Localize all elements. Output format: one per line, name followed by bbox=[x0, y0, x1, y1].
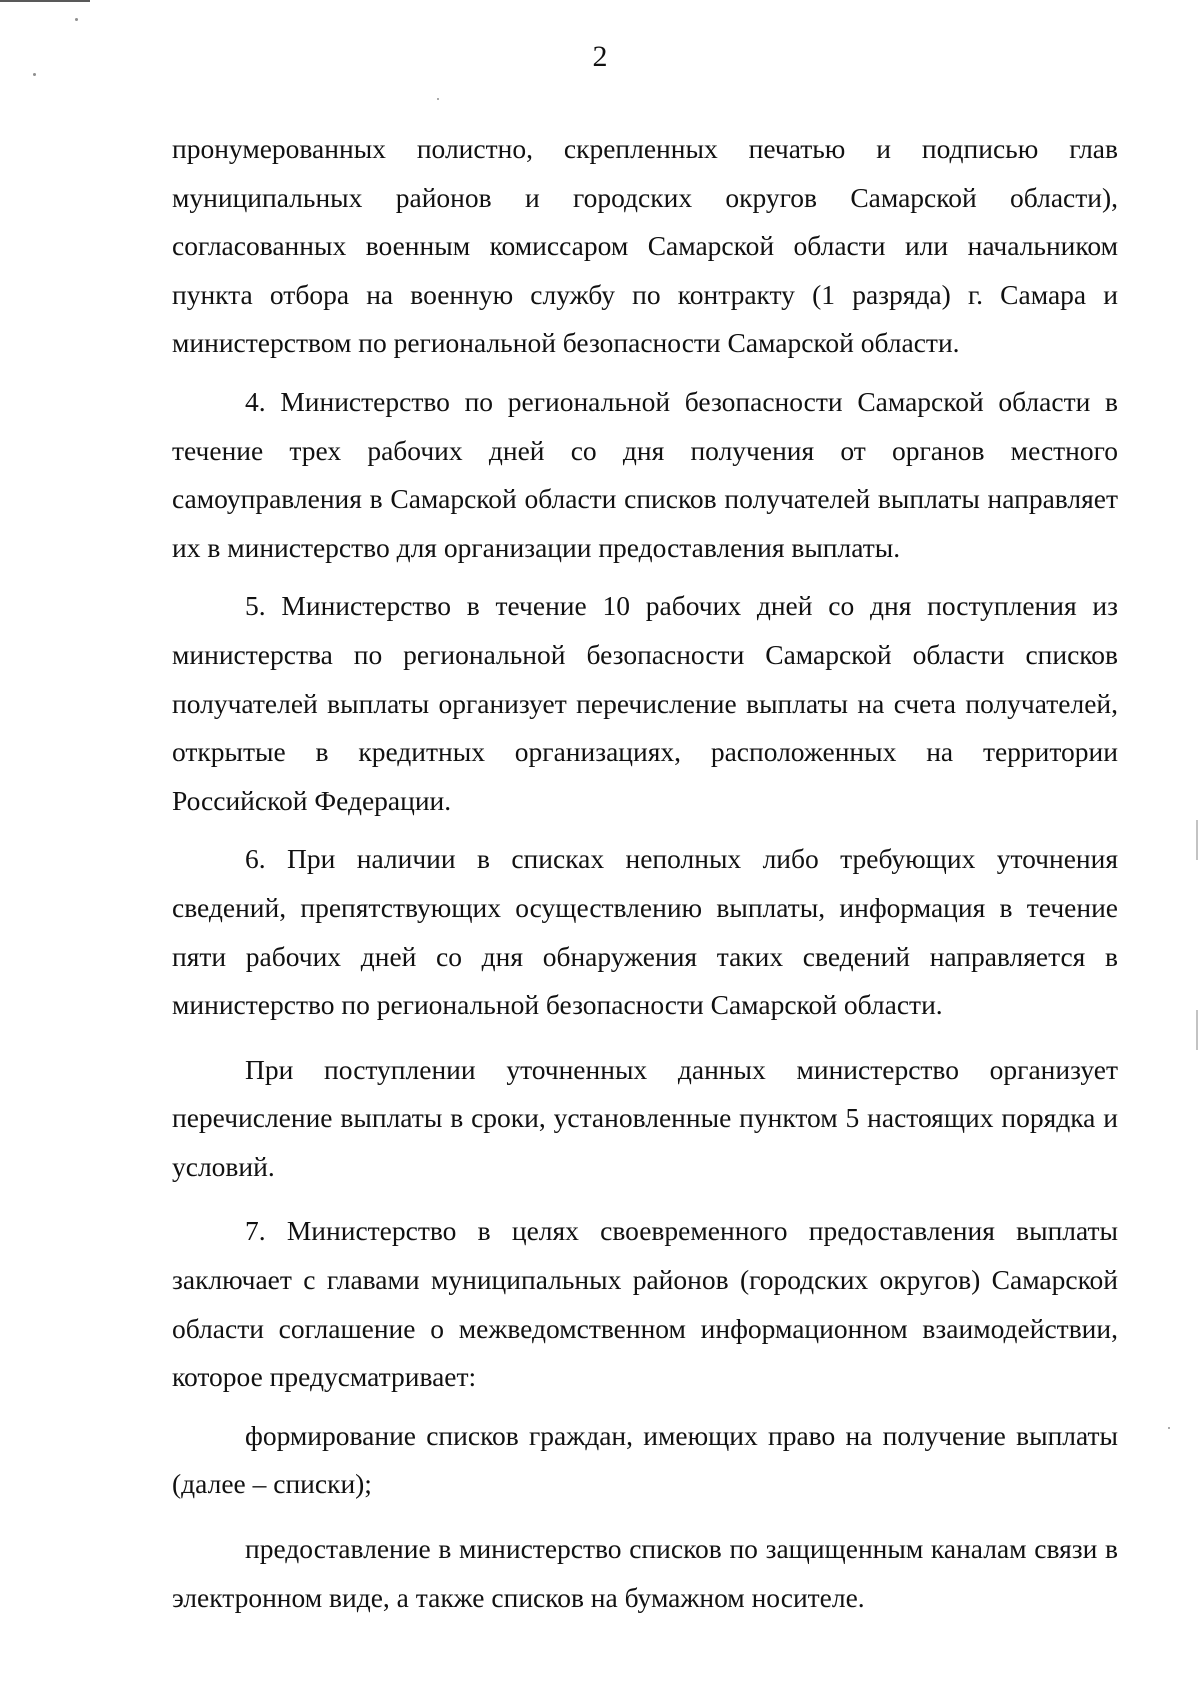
scan-speck bbox=[1168, 1427, 1170, 1429]
paragraph-item-7-list-b: предоставление в министерство списков по защищенным каналам связи в электронном виде, а также списков на бумажном носителе. bbox=[172, 1533, 1118, 1613]
paragraph-item-4: 4. Министерство по региональной безопасности Самарской области в течение трех рабочих дней со дня получения от органов местного самоуправления в Самарской области списков получателей выплаты направляет их в министерство для организации предоставления выплаты. bbox=[172, 385, 1118, 563]
scan-edge-line bbox=[0, 0, 90, 2]
page-number: 2 bbox=[592, 40, 608, 73]
document-body bbox=[172, 125, 1118, 1622]
paragraph-continuation: пронумерованных полистно, скрепленных печатью и подписью глав муниципальных районов и городских округов Самарской области), согласованных военным комиссаром Самарской области или начальником пункта отбора на военную службу по контракту (1 разряда) г. Самара и министерством по региональной безопасности Самарской области. bbox=[172, 133, 1118, 359]
paragraph-item-6: 6. При наличии в списках неполных либо требующих уточнения сведений, препятствующих осуществлению выплаты, информация в течение пяти рабочих дней со дня обнаружения таких сведений направляется в министерство по региональной безопасности Самарской области. bbox=[172, 843, 1118, 1021]
paragraph-item-6-continued: При поступлении уточненных данных министерство организует перечисление выплаты в сроки, установленные пунктом 5 настоящих порядка и условий. bbox=[172, 1053, 1118, 1182]
scan-edge-mark bbox=[1196, 1010, 1198, 1050]
paragraph-item-5: 5. Министерство в течение 10 рабочих дней со дня поступления из министерства по региональной безопасности Самарской области списков получателей выплаты организует перечисление выплаты на счета получателей, открытые в кредитных организациях, расположенных на территории Российской Федерации. bbox=[172, 590, 1118, 816]
scan-speck bbox=[437, 98, 439, 100]
scan-speck bbox=[75, 18, 78, 21]
scan-edge-mark bbox=[1196, 820, 1198, 860]
paragraph-item-7: 7. Министерство в целях своевременного предоставления выплаты заключает с главами муниципальных районов (городских округов) Самарской области соглашение о межведомственном информационном взаимодействии, которое предусматривает: bbox=[172, 1215, 1118, 1393]
paragraph-item-7-list-a: формирование списков граждан, имеющих право на получение выплаты (далее – списки); bbox=[172, 1419, 1118, 1500]
